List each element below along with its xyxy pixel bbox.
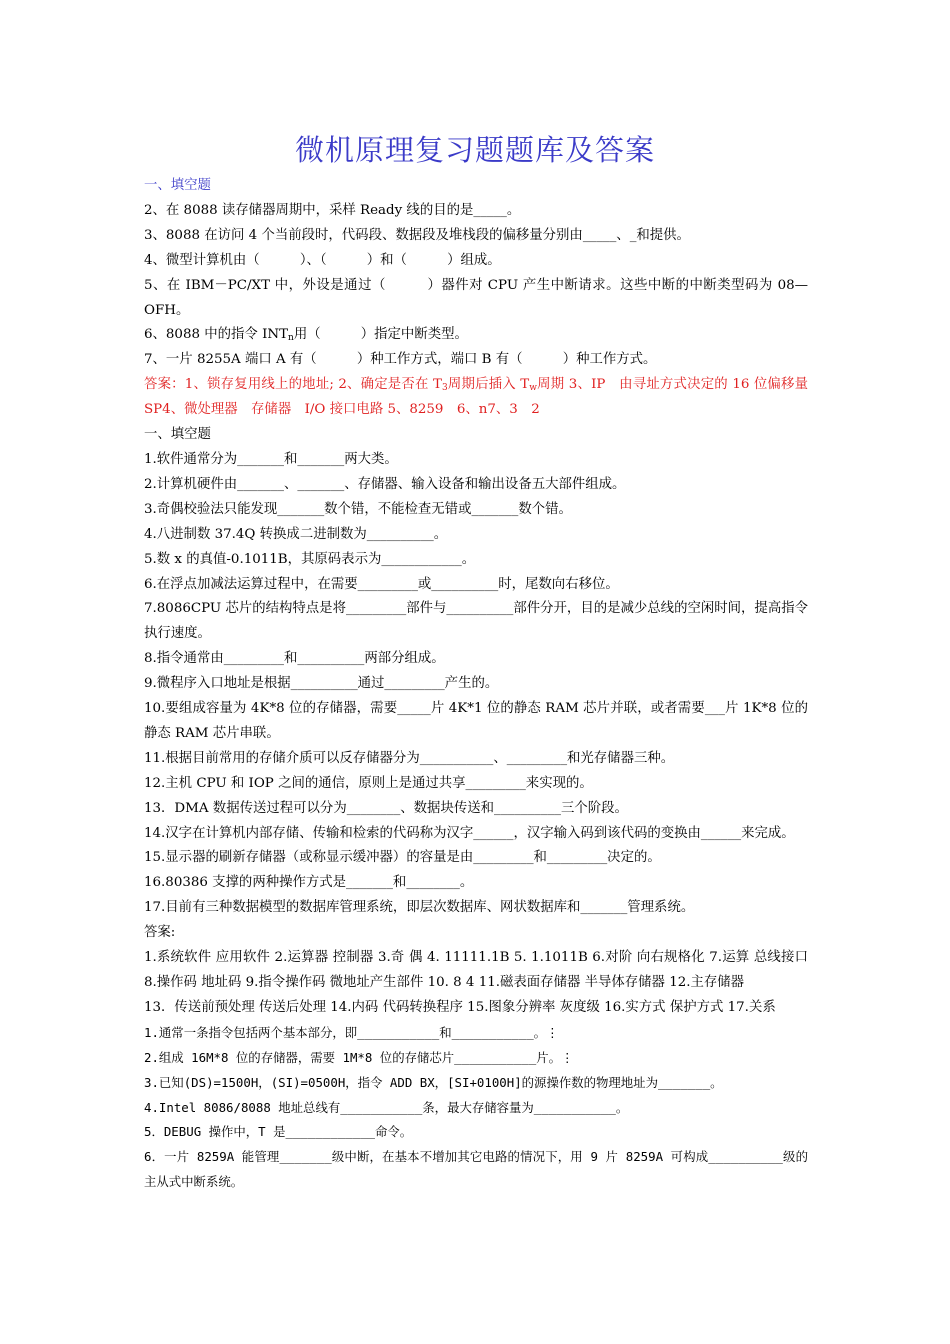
section-heading: 一、填空题 [144,178,211,193]
question-line: 4.八进制数 37.4Q 转换成二进制数为__________。 [144,526,448,542]
question-line: 17.目前有三种数据模型的数据库管理系统，即层次数据库、网状数据库和_______管理系统。 [144,900,695,916]
question-line: 2.计算机硬件由_______、_______、存储器、输入设备和输出设备五大部件组成。 [144,476,626,492]
question-line: 7、一片 8255A 端口 A 有（ ）种工作方式，端口 B 有（ ）种工作方式。 [144,352,657,368]
question-line: 6、8088 中的指令 $INT_n$用（ ）指定中断类型。 [144,327,468,344]
question-line: 14.汉字在计算机内部存储、传输和检索的代码称为汉字______，汉字输入码到该代码的变换由______来完成。 [144,825,795,841]
question-line: 5、在 IBM－PC/XT 中，外设是通过（ ）器件对 CPU 产生中断请求。这些中断的中断类型码为 08—OFH。 [144,277,808,318]
section-heading: 一、填空题 [144,427,211,443]
answer-label: 答案: [144,925,176,941]
question-line: 4、微型计算机由（ ）、（ ）和（ ）组成。 [144,252,501,268]
question-line: 9.微程序入口地址是根据__________通过_________产生的。 [144,676,499,692]
question-line: 5.数 x 的真值-0.1011B，其原码表示为____________。 [144,551,476,567]
answer-line: 13．传送前预处理 传送后处理 14.内码 代码转换程序 15.图象分辨率 灰度级 16.实方式 保护方式 17.关系 [144,999,776,1015]
document-body [144,174,822,1195]
question-line: 16.80386 支撑的两种操作方式是_______和________。 [144,875,474,891]
question-line: 12.主机 CPU 和 IOP 之间的通信，原则上是通过共享_________来实现的。 [144,775,593,791]
question-line: 5．DEBUG 操作中，T 是____________命令。 [144,1124,413,1140]
question-line: 1.通常一条指令包括两个基本部分，即___________和___________。⋮ [144,1024,559,1040]
question-line: 4.Intel 8086/8088 地址总线有___________条，最大存储容量为___________。 [144,1099,629,1115]
question-line: 3、8088 在访问 4 个当前段时，代码段、数据段及堆栈段的偏移量分别由_____、_和提供。 [144,227,690,243]
question-line: 13．DMA 数据传送过程可以分为________、数据块传送和__________三个阶段。 [144,800,628,816]
answer-line: 1.系统软件 应用软件 2.运算器 控制器 3.奇 偶 4. 11111.1B 5. 1.1011B 6.对阶 向右规格化 7.运算 总线接口 8.操作码 地址码 9.指令操作码 微地址产生部件 10. 8 4 11.磁表面存储器 半导体存储器 12.主存储器 [144,950,808,990]
question-line: 6.在浮点加减法运算过程中，在需要_________或__________时，尾数向右移位。 [144,576,619,592]
question-line: 1.软件通常分为_______和_______两大类。 [144,451,398,467]
question-line: 3.已知(DS)=1500H，(SI)=0500H，指令 ADD BX，[SI+0100H]的源操作数的物理地址为_______。 [144,1074,723,1090]
question-line: 8.指令通常由_________和__________两部分组成。 [144,651,445,667]
question-line: 15.显示器的刷新存储器（或称显示缓冲器）的容量是由_________和_________决定的。 [144,850,661,866]
question-line: 6．一片 8259A 能管理_______级中断，在基本不增加其它电路的情况下，用 9 片 8259A 可构成__________级的主从式中断系统。 [144,1149,808,1190]
answer-block: 答案：1、锁存复用线上的地址; 2、确定是否在 $T_3$周期后插入 $T_w$周期 3、IP 由寻址方式决定的 16 位偏移量 SP4、微处理器 存储器 I/O 接口电路 5、8259 6、n7、3 2 [144,377,822,418]
question-line: 2.组成 16M*8 位的存储器，需要 1M*8 位的存储芯片___________片。⋮ [144,1049,574,1065]
question-line: 7.8086CPU 芯片的结构特点是将_________部件与__________部件分开，目的是减少总线的空闲时间，提高指令执行速度。 [144,601,808,642]
question-line: 2、在 8088 读存储器周期中，采样 Ready 线的目的是_____。 [144,202,521,218]
question-line: 10.要组成容量为 4K*8 位的存储器，需要_____片 4K*1 位的静态 RAM 芯片并联，或者需要___片 1K*8 位的静态 RAM 芯片串联。 [144,701,808,741]
question-line: 3.奇偶校验法只能发现_______数个错，不能检查无错或_______数个错。 [144,501,572,517]
page-title: 微机原理复习题题库及答案 [294,133,655,167]
question-line: 11.根据目前常用的存储介质可以反存储器分为___________、_________和光存储器三种。 [144,750,675,766]
